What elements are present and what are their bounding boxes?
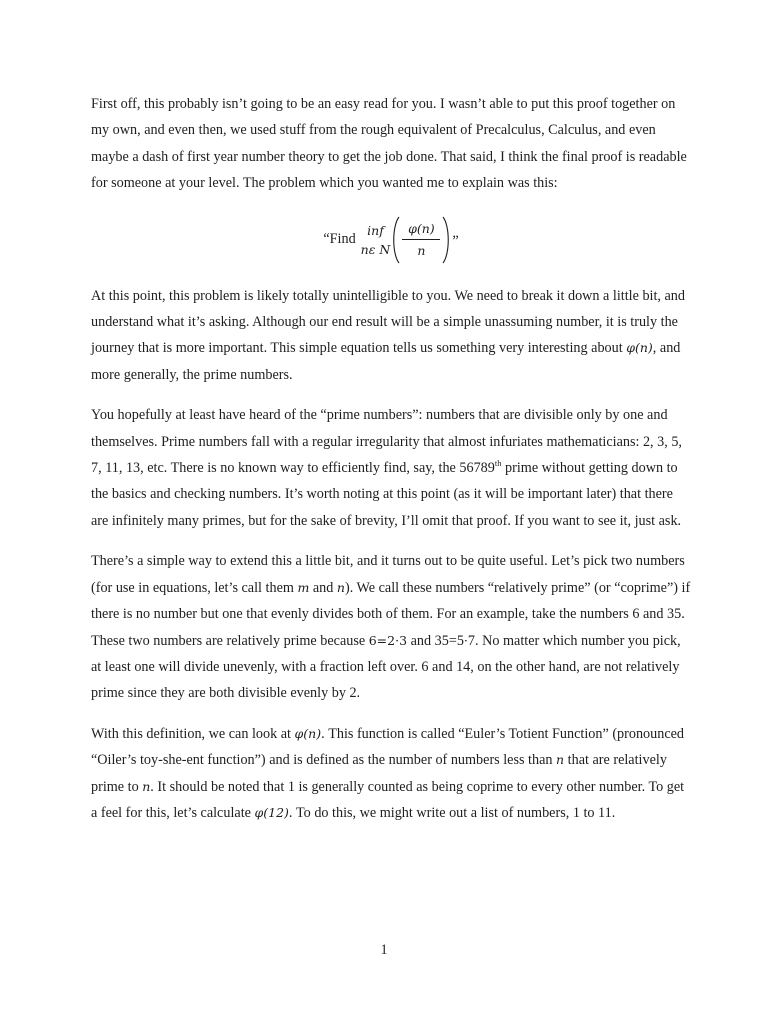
fraction-denominator: n [417,243,426,259]
fraction [400,219,442,260]
paragraph-coprime [91,548,691,706]
paragraph-text: and [309,579,337,596]
paragraph-text: that are relatively prime to [91,752,667,795]
paragraph-primes [91,402,691,534]
paragraph-text: . This function is called “Euler’s Totient Function” (pronounced “Oiler’s toy-she-ent function”) and is defined as the number of numbers less than [91,725,685,769]
paragraph-text: . To do this, we might write out a list of numbers, 1 to 11. [288,804,616,821]
ordinal-superscript: th [494,458,502,469]
infimum-expression [323,216,458,264]
paragraph-text: ). We call these numbers “relatively prime” (or “coprime”) if there is no number but one that evenly divides both of them. For an example, take the numbers 6 and 35. These two numbers are relatively prime because [91,579,691,649]
paragraph-totient [91,721,691,827]
paragraph-text: There’s a simple way to extend this a little bit, and it turns out to be quite useful. Let’s pick two numbers (for use in equations, let’s call them [91,553,685,596]
multiplication-dot: · [463,632,468,648]
paragraph-text: , and more generally, the prime numbers. [91,340,681,383]
fraction-bar [402,239,440,240]
paragraph-intro-text: First off, this probably isn’t going to be an easy read for you. I wasn’t able to put this proof together on my own, and even then, we used stuff from the rough equivalent of Precalculus, Calculus, and even maybe a dash of first year number theory to get the job done. That said, I think the final proof is readable for someone at your level. The problem which you wanted me to explain was this: [91,96,687,192]
find-label: “Find [323,231,356,248]
phi-12-inline: φ(12) [254,804,289,820]
phi-n-inline: φ(n) [294,725,322,741]
close-quote: ” [452,232,459,249]
paragraph-text: You hopefully at least have heard of the “prime numbers”: numbers that are divisible only by one and themselves. Prime numbers fall with a regular irregularity that almost infuriates mathematicians: 2, 3, 5, 7, 11, 13, etc. There is no known way to efficiently find, say, the 56789 [91,407,682,477]
infimum-operator [361,221,391,259]
var-n-inline: n [336,579,345,595]
inf-domain: nε N [360,241,391,257]
paragraph-text: . It should be noted that 1 is generally counted as being coprime to every other number. To get a feel for this, let’s calculate [91,778,685,821]
page-number: 1 [380,942,388,958]
paragraph-text: 7. No matter which number you pick, at least one will divide unevenly, with a fraction left over. 6 and 14, on the other hand, are not relatively prime since they are both divisible evenly by 2. [91,632,681,702]
left-paren [391,216,400,264]
var-n-inline: n [142,778,151,794]
var-n-inline: n [556,752,565,768]
paragraph-unintelligible [91,283,691,389]
fraction-numerator: φ(n) [408,221,435,237]
paragraph-intro [91,91,691,197]
display-equation [91,211,691,269]
body-text [91,91,691,840]
paragraph-text: and 35=5 [407,632,464,649]
var-m-inline: m [297,579,310,595]
right-paren [442,216,451,264]
six-factorization: 6=2·3 [368,632,408,648]
phi-n-inline: φ(n) [626,340,653,356]
paragraph-text: With this definition, we can look at [91,725,295,742]
paragraph-text: prime without getting down to the basics and checking numbers. It’s worth noting at this point (as it will be important later) that there are infinitely many primes, but for the sake of brevity, I’ll omit that proof. If you want to see it, just ask. [91,460,682,529]
inf-label: inf [367,222,384,238]
paragraph-text: At this point, this problem is likely totally unintelligible to you. We need to break it down a little bit, and understand what it’s asking. Although our end result will be a simple unassuming number, it is truly the journey that is more important. This simple equation tells us something very interesting about [91,287,685,357]
